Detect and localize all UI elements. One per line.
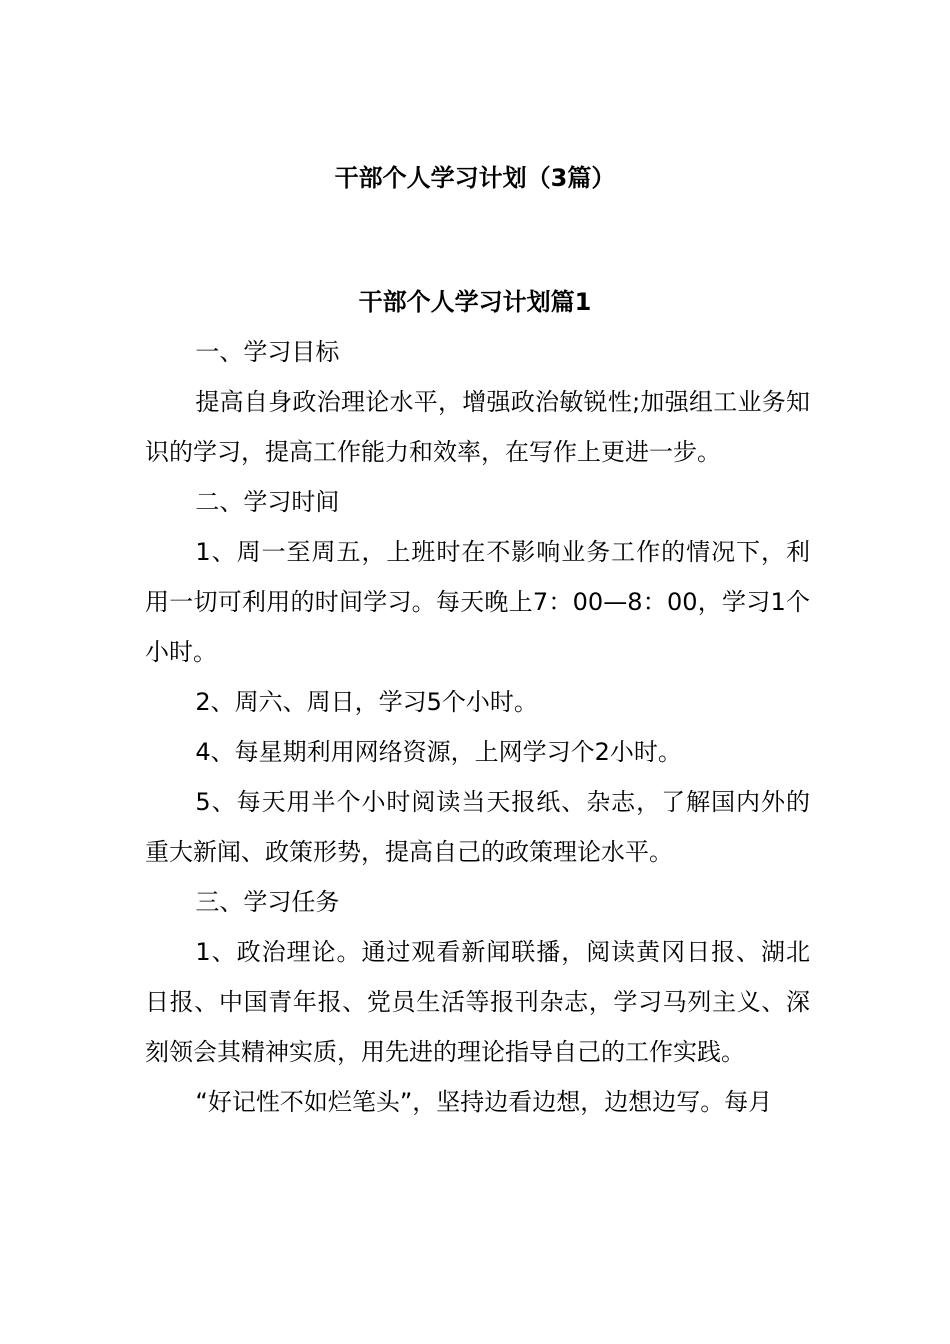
paragraph-task-politics: 1、政治理论。通过观看新闻联播，阅读黄冈日报、湖北日报、中国青年报、党员生活等报刊杂志，学习马列主义、深刻领会其精神实质，用先进的理论指导自己的工作实践。 xyxy=(145,938,810,1066)
heading-learning-goals: 一、学习目标 xyxy=(195,338,340,366)
paragraph-time-weekend: 2、周六、周日，学习5个小时。 xyxy=(195,688,538,716)
paragraph-time-online: 4、每星期利用网络资源，上网学习个2小时。 xyxy=(195,738,682,766)
paragraph-task-notes: “好记性不如烂笔头”，坚持边看边想，边想边写。每月 xyxy=(195,1088,773,1116)
paragraph-time-reading: 5、每天用半个小时阅读当天报纸、杂志，了解国内外的重大新闻、政策形势，提高自己的政策理论水平。 xyxy=(145,788,810,866)
paragraph-time-weekdays: 1、周一至周五，上班时在不影响业务工作的情况下，利用一切可利用的时间学习。每天晚上7：00—8：00，学习1个小时。 xyxy=(145,538,810,666)
heading-learning-time: 二、学习时间 xyxy=(195,488,340,516)
document-title: 干部个人学习计划（3篇） xyxy=(334,164,616,192)
paragraph-learning-goals: 提高自身政治理论水平，增强政治敏锐性;加强组工业务知识的学习，提高工作能力和效率，在写作上更进一步。 xyxy=(145,388,810,466)
section-title: 干部个人学习计划篇1 xyxy=(358,288,592,316)
document-body xyxy=(145,327,810,1127)
heading-learning-tasks: 三、学习任务 xyxy=(195,888,340,916)
